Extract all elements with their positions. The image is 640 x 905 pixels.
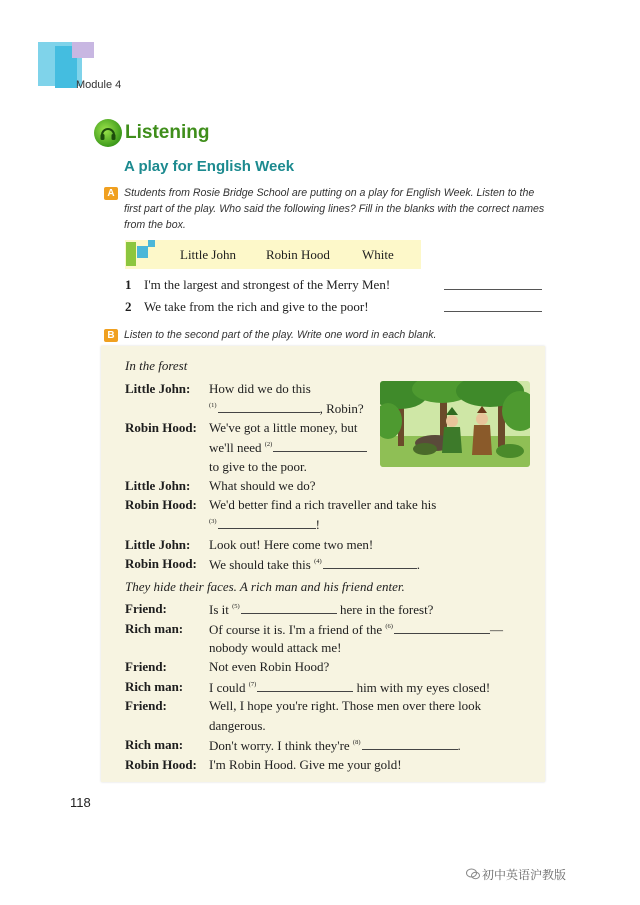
blank-number: (4): [314, 558, 322, 565]
dialogue-text: Is it: [209, 602, 229, 617]
question-number: 1: [125, 277, 132, 292]
part-a-badge: A: [104, 187, 118, 200]
watermark: 初中英语沪教版: [482, 868, 567, 882]
word-option: White: [362, 247, 394, 262]
wordbox-decor-blue: [137, 246, 148, 258]
blank-3[interactable]: [218, 516, 316, 529]
speaker-robin-hood: Robin Hood:: [125, 556, 197, 571]
dialogue-text: !: [315, 517, 320, 532]
dialogue-line: Look out! Here come two men!: [209, 537, 374, 552]
speaker-friend: Friend:: [125, 601, 167, 616]
section-title: Listening: [125, 122, 210, 143]
wordbox-decor-green: [126, 242, 136, 266]
dialogue-line: We'd better find a rich traveller and take his: [209, 497, 437, 512]
dialogue-line-with-blank: [209, 601, 433, 618]
dialogue-line: dangerous.: [209, 718, 266, 733]
speaker-friend: Friend:: [125, 698, 167, 713]
dialogue-line-with-blank: [209, 439, 367, 456]
blank-7[interactable]: [257, 679, 353, 692]
blank-1[interactable]: [218, 400, 320, 413]
dialogue-text: We should take this: [209, 557, 311, 572]
dialogue-line-with-blank: [209, 737, 461, 754]
dialogue-line: I'm Robin Hood. Give me your gold!: [209, 757, 402, 772]
question-number: 2: [125, 299, 132, 314]
speaker-robin-hood: Robin Hood:: [125, 497, 197, 512]
dialogue-text: him with my eyes closed!: [356, 680, 491, 695]
blank-2[interactable]: [273, 439, 367, 452]
part-b-instruction: Listen to the second part of the play. Write one word in each blank.: [124, 329, 437, 341]
blank-6[interactable]: [394, 621, 490, 634]
dialogue-line: Well, I hope you're right. Those men over there look: [209, 698, 482, 713]
dialogue-line: nobody would attack me!: [209, 640, 342, 655]
speaker-rich-man: Rich man:: [125, 679, 184, 694]
blank-4[interactable]: [323, 556, 417, 569]
dialogue-line: to give to the poor.: [209, 459, 307, 474]
word-option: Robin Hood: [266, 247, 330, 262]
dialogue-text: I could: [209, 680, 246, 695]
dialogue-text: Of course it is. I'm a friend of the: [209, 622, 383, 637]
dialogue-line: We've got a little money, but: [209, 420, 358, 435]
speaker-robin-hood: Robin Hood:: [125, 420, 197, 435]
speaker-little-john: Little John:: [125, 537, 191, 552]
dialogue-line: How did we do this: [209, 381, 311, 396]
blank-number: (2): [264, 441, 273, 448]
dialogue-text: , Robin?: [319, 401, 364, 416]
stage-direction: They hide their faces. A rich man and his friend enter.: [125, 579, 405, 594]
module-label: Module 4: [76, 79, 122, 91]
forest-illustration: [380, 381, 530, 467]
part-a-instruction: Students from Rosie Bridge School are putting on a play for English Week. Listen to the first part of the play. Who said the following lines? Fill in the blanks with the correct names from the box.: [124, 187, 545, 231]
part-b-badge: B: [104, 329, 118, 342]
dialogue-line-with-blank: [209, 516, 320, 533]
speaker-little-john: Little John:: [125, 381, 191, 396]
speaker-rich-man: Rich man:: [125, 621, 184, 636]
speaker-robin-hood: Robin Hood:: [125, 757, 197, 772]
question-text: We take from the rich and give to the poor!: [144, 299, 369, 314]
blank-5[interactable]: [241, 601, 337, 614]
dialogue-text: .: [416, 557, 420, 572]
dialogue-line: What should we do?: [209, 478, 316, 493]
blank-8[interactable]: [362, 737, 458, 750]
blank-number: (3): [209, 518, 217, 525]
dialogue-text: we'll need: [209, 440, 262, 455]
answer-blank[interactable]: [444, 289, 542, 290]
dialogue-line-with-blank: [209, 400, 364, 417]
dialogue-line-with-blank: [209, 679, 490, 696]
dialogue-line: Not even Robin Hood?: [209, 659, 330, 674]
dialogue-line-with-blank: [209, 556, 420, 573]
dialogue-text: .: [457, 738, 461, 753]
blank-number: (1): [209, 402, 217, 409]
dialogue-text: —: [489, 622, 503, 637]
question-text: I'm the largest and strongest of the Merry Men!: [144, 277, 391, 292]
answer-blank[interactable]: [444, 311, 542, 312]
speaker-little-john: Little John:: [125, 478, 191, 493]
blank-number: (7): [248, 681, 257, 688]
headphones-icon: [94, 119, 122, 147]
blank-number: (6): [385, 623, 393, 630]
speaker-rich-man: Rich man:: [125, 737, 184, 752]
blank-number: (8): [352, 739, 361, 746]
dialogue-text: here in the forest?: [339, 602, 434, 617]
word-option: Little John: [180, 247, 236, 262]
stage-direction: In the forest: [125, 358, 188, 373]
page-number: 118: [70, 795, 91, 810]
dialogue-text: Don't worry. I think they're: [209, 738, 350, 753]
dialogue-line-with-blank: [209, 621, 503, 638]
wechat-icon: [466, 867, 480, 885]
decor-square-lilac: [72, 42, 94, 58]
blank-number: (5): [232, 603, 240, 610]
page-subtitle: A play for English Week: [124, 158, 295, 175]
wordbox-decor-blue-small: [148, 240, 155, 247]
speaker-friend: Friend:: [125, 659, 167, 674]
